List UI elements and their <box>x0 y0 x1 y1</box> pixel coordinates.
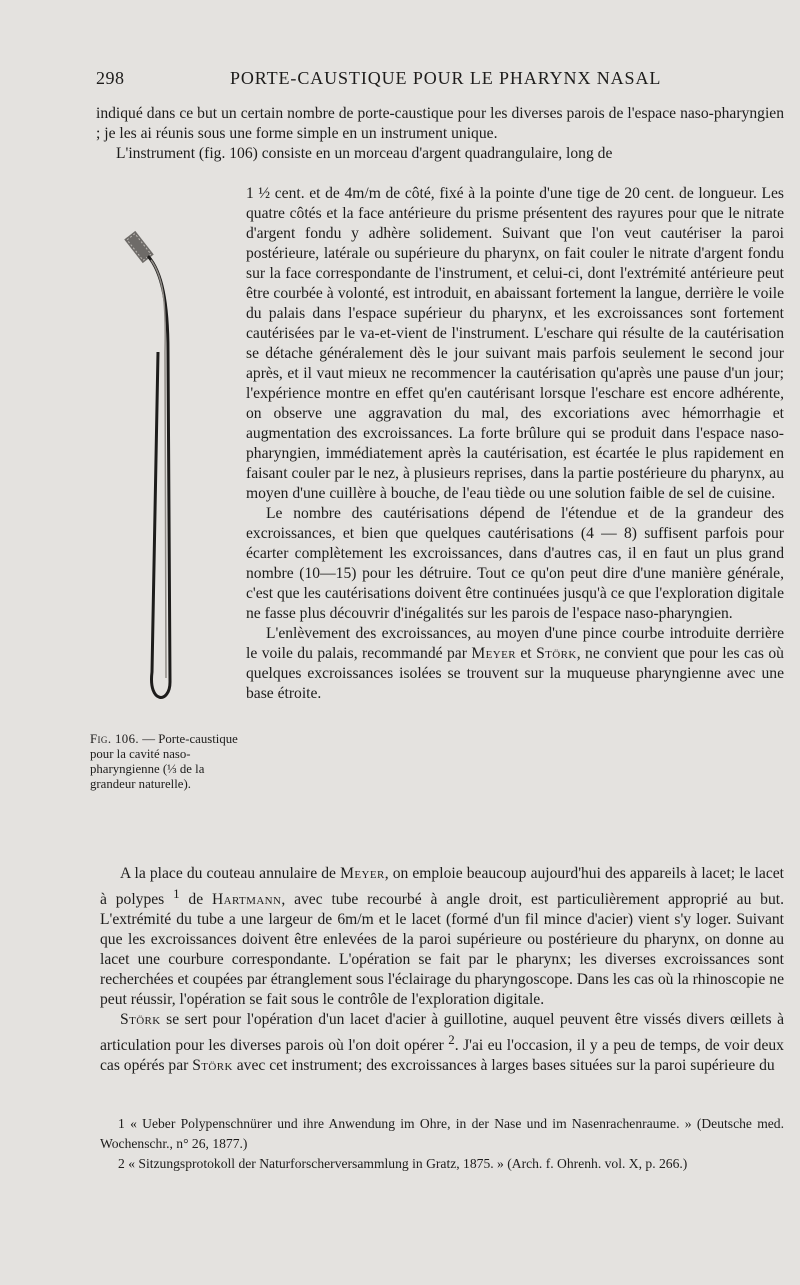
enlevement-text-a: L'enlèvement des excroissances, au moyen d'une pince courbe introduite derrière le voile du palais, recommandé par <box>246 625 784 662</box>
running-title: PORTE-CAUSTIQUE POUR LE PHARYNX NASAL <box>230 68 662 88</box>
caption-text: — Porte-caustique pour la cavité naso-pharyngienne (⅓ de la grandeur naturelle). <box>90 732 238 791</box>
figure-caption <box>90 732 240 792</box>
lower-block <box>100 864 784 1076</box>
author-stork-2: Störk <box>120 1011 161 1029</box>
author-stork: Störk <box>536 645 577 662</box>
author-stork-3: Störk <box>192 1057 233 1075</box>
page-number: 298 <box>96 68 125 88</box>
footnote-ref-2[interactable]: 2 <box>448 1032 455 1048</box>
page-header <box>96 68 786 96</box>
stork-text-b: se sert pour l'opération d'un lacet d'acier à guillotine, auquel peuvent être vissés divers œillets à articulation pour les diverses parois où l'on doit opérer <box>100 1011 784 1055</box>
place-text-a: A la place du couteau annulaire de <box>120 865 336 882</box>
intro-block <box>96 104 784 164</box>
place-text-c: de <box>188 891 204 909</box>
place-text-b: , on emploie beaucoup aujourd'hui des appareils à lacet; le lacet à polypes <box>100 865 784 909</box>
porte-caustique-illustration <box>118 212 200 712</box>
shaft-outline <box>148 256 170 697</box>
footnotes <box>100 1114 784 1174</box>
footnote-ref-1[interactable]: 1 <box>173 886 180 901</box>
paragraph-intro: indiqué dans ce but un certain nombre de porte-caustique pour les diverses parois de l'espace naso-pharyngien ; je les ai réunis sous une forme simple en un instrument unique. <box>96 105 784 142</box>
author-meyer: Meyer <box>471 645 516 662</box>
footnote-1: 1 « Ueber Polypenschnürer und ihre Anwendung im Ohre, in der Nase und im Nasenrachenraume. » (Deutsche med. Wochenschr., n° 26, 1877.) <box>100 1116 784 1151</box>
paragraph-nombre: Le nombre des cautérisations dépend de l'étendue et de la grandeur des excroissances, et bien que quelques cautérisations (4 — 8) suffisent parfois pour écarter complètement les excroissances, dans d'autres cas, il en faut un plus grand nombre (10—15) pour les détruire. Tout ce qu'on peut dire d'une manière générale, c'est que les cautérisations doivent être continuées jusqu'à ce que l'exploration digitale ne fasse plus découvrir d'inégalités sur les parois de l'espace naso-pharyngien. <box>246 505 784 622</box>
stork-text-c: . J'ai eu l'occasion, il y a peu de temps, de voir deux cas opérés par <box>100 1037 784 1075</box>
right-column <box>246 184 784 704</box>
caption-label: Fig. 106. <box>90 732 140 746</box>
author-meyer-2: Meyer <box>340 865 385 882</box>
stork-text-d: avec cet instrument; des excroissances à larges bases situées sur la paroi supérieure du <box>236 1057 775 1075</box>
paragraph-instrument-first-line: L'instrument (fig. 106) consiste en un morceau d'argent quadrangulaire, long de <box>116 145 613 162</box>
place-text-d: , avec tube recourbé à angle droit, est particulièrement approprié au but. L'extrémité du tube a une largeur de 6m/m et le lacet (formé d'un fil mince d'acier) vient s'y loger. Suivant que les excroissances doivent être enlevées de la paroi supérieure ou postérieure du pharynx, on donne au lacet une courbure correspondante. L'opération se fait par le pharynx; les diverses excroissances sont recherchées et coupées par étranglement sous l'éclairage du pharyngoscope. Dans les cas où la rhinoscopie ne peut réussir, l'opération se fait sous le contrôle de l'exploration digitale. <box>100 891 785 1009</box>
author-hartmann: Hartmann <box>211 891 282 909</box>
paragraph-instrument-rest: 1 ½ cent. et de 4m/m de côté, fixé à la pointe d'une tige de 20 cent. de longueur. Les quatre côtés et la face antérieure du prisme présentent des rayures pour que le nitrate d'argent fondu y adhère solidement. Suivant que l'on veut cautériser la paroi postérieure, latérale ou supérieure du pharynx, on fait couler le nitrate d'argent fondu sur la face correspondante de l'instrument, et celui-ci, dont l'extrémité antérieure peut être courbée à volonté, est introduit, en abaissant fortement la langue, derrière le voile du palais dans l'espace supérieur du pharynx, et les excroissances sont fortement cautérisées par le va-et-vient de l'instrument. L'eschare qui résulte de la cautérisation se détache généralement dès le jour suivant mais parfois seulement le second jour après, et il vaut mieux ne recommencer la cautérisation qu'après une pause d'un jour; l'expérience montre en effet qu'en cautérisant lorsque l'eschare est encore adhérente, on observe une aggravation du mal, des excoriations avec hémorrhagie et augmentation des excroissances. La forte brûlure qui se produit dans l'espace naso-pharyngien, immédiatement après la cautérisation, est écartée le plus rapidement en faisant couler par le nez, à plusieurs reprises, dans la partie postérieure du pharynx, au moyen d'une cuillère à bouche, de l'eau tiède ou une solution faible de sel de cuisine. <box>246 185 784 502</box>
paragraph-lacet <box>100 864 784 1010</box>
footnote-2: 2 « Sitzungsprotokoll der Naturforscherversammlung in Gratz, 1875. » (Arch. f. Ohrenh. vol. X, p. 266.) <box>118 1156 688 1171</box>
enlevement-text-b: , ne convient que pour les cas où quelques excroissances isolées se trouvent sur la muqueuse pharyngienne avec une base étroite. <box>246 645 784 702</box>
paragraph-stork <box>100 1010 784 1076</box>
paragraph-enlevement <box>246 624 784 704</box>
and-word: et <box>520 645 532 662</box>
